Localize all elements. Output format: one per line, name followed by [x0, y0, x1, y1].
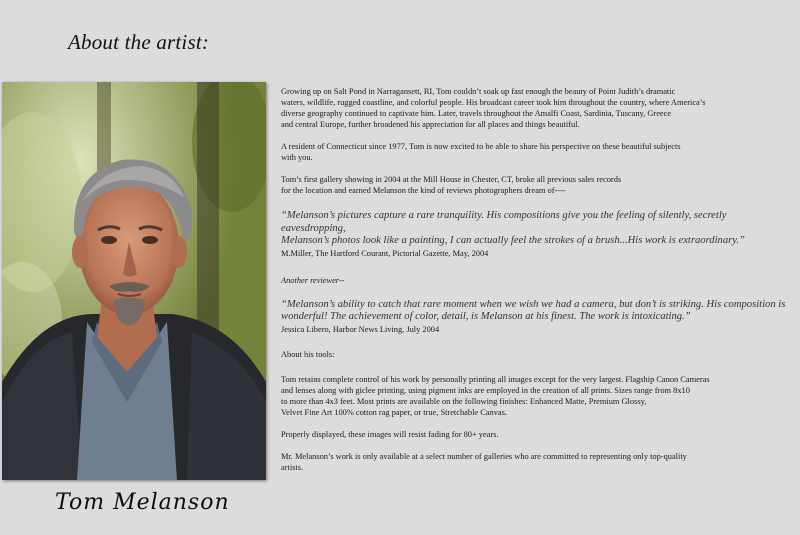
text-line: Growing up on Salt Pond in Narragansett, RI, Tom couldn’t soak up fast enough the beauty of Point Judith’s dramatic	[281, 87, 676, 96]
text-line: “Melanson’s pictures capture a rare tranquility. His compositions give you the feeling of silently, secretly eavesdropping,	[281, 210, 727, 234]
artist-signature: Tom Melanson	[55, 490, 230, 515]
another-reviewer-label: Another reviewer--	[281, 275, 345, 285]
page-title: About the artist:	[68, 30, 210, 54]
review-attribution-2: Jessica Libero, Harbor News Living, July 2004	[281, 324, 440, 334]
text-line: Mr. Melanson’s work is only available at a select number of galleries who are committed to representing only top-quality	[281, 451, 687, 461]
text-line: wonderful! The achievement of color, detail, is Melanson at his finest. The work is intoxicating.”	[281, 311, 691, 322]
text-line: A resident of Connecticut since 1977, Tom is now excited to be able to share his perspective on these beautiful subjects	[281, 142, 681, 151]
bio-paragraph-gallery	[281, 174, 789, 196]
text-line: Melanson’s photos look like a painting, I can actually feel the strokes of a brush...His work is extraordinary.”	[281, 235, 745, 246]
text-line: artists.	[281, 462, 304, 472]
text-line: and central Europe, further broadened his appreciation for all places and things beautiful.	[281, 120, 580, 129]
text-line: with you.	[281, 153, 313, 162]
review-quote-2	[281, 299, 789, 324]
review-attribution-1: M.Miller, The Hartford Courant, Pictorial Gazette, May, 2004	[281, 248, 489, 258]
artist-portrait	[2, 82, 266, 480]
text-line: waters, wildlife, rugged coastline, and colorful people. His broadcast career took him throughout the country, where America’s	[281, 98, 706, 107]
bio-paragraph-intro	[281, 86, 789, 130]
text-line: Velvet Fine Art 100% cotton rag paper, or true, Stretchable Canvas.	[281, 407, 507, 417]
text-line: diverse geography continued to captivate him. Later, travels throughout the Amalfi Coast, Sardinia, Tuscany, Greece	[281, 109, 672, 118]
tools-heading: About his tools:	[281, 349, 335, 359]
portrait-image	[2, 82, 266, 480]
text-line: Tom retains complete control of his work by personally printing all images except for the very largest. Flagship Canon Cameras	[281, 374, 710, 384]
bio-paragraph-residence	[281, 141, 789, 163]
review-quote-1	[281, 210, 789, 248]
bio-paragraph-galleries	[281, 451, 789, 473]
text-line: for the location and earned Melanson the kind of reviews photographers dream of----	[281, 186, 566, 195]
bio-paragraph-fading: Properly displayed, these images will resist fading for 80+ years.	[281, 429, 499, 439]
bio-content	[281, 86, 789, 484]
text-line: “Melanson’s ability to catch that rare moment when we wish we had a camera, but don’t is striking. His composition is	[281, 298, 786, 310]
text-line: to more than 4x3 feet. Most prints are available on the following finishes: Enhanced Matte, Premium Glossy,	[281, 396, 647, 406]
bio-paragraph-tools	[281, 374, 789, 418]
text-line: and lenses along with giclee printing, using pigment inks are employed in the creation of all prints. Sizes range from 8x10	[281, 385, 690, 395]
text-line: Tom’s first gallery showing in 2004 at the Mill House in Chester, CT, broke all previous sales records	[281, 175, 622, 184]
